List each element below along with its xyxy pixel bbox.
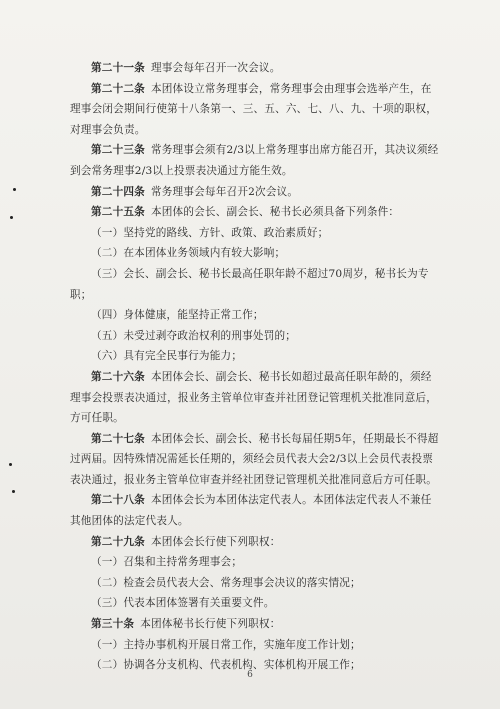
- article-number: 第二十八条: [91, 494, 145, 507]
- article-paragraph: [70, 490, 440, 531]
- list-item-paragraph: [70, 635, 440, 656]
- paragraph-text: 本团体会长、副会长、秘书长如超过最高任职年龄的，须经理事会投票表决通过，报业务主管单位审查并社团登记管理机关批准同意后，方可任职。: [70, 370, 437, 425]
- article-paragraph: [70, 367, 440, 429]
- article-paragraph: [70, 140, 440, 181]
- list-item-paragraph: [70, 573, 440, 594]
- paragraph-text: （五）未受过剥夺政治权利的刑事处罚的；: [91, 329, 297, 342]
- paragraph-text: （四）身体健康，能坚持正常工作；: [91, 309, 264, 322]
- list-item-paragraph: [70, 552, 440, 573]
- list-item-paragraph: [70, 305, 440, 326]
- paragraph-text: 常务理事会须有2/3以上常务理事出席方能召开，其决议须经到会常务理事2/3以上投票表决通过方能生效。: [70, 144, 439, 177]
- article-number: 第二十六条: [91, 370, 145, 383]
- binding-hole-mark: [9, 463, 12, 466]
- binding-hole-mark: [13, 188, 16, 191]
- list-item-paragraph: [70, 326, 440, 347]
- article-paragraph: [70, 614, 440, 635]
- paragraph-text: 常务理事会每年召开2次会议。: [150, 185, 299, 198]
- paragraph-text: （三）代表本团体签署有关重要文件。: [91, 597, 275, 610]
- article-number: 第二十三条: [91, 144, 145, 157]
- article-number: 第二十二条: [91, 82, 145, 95]
- list-item-paragraph: [70, 593, 440, 614]
- article-paragraph: [70, 532, 440, 553]
- article-paragraph: [70, 79, 440, 141]
- paragraph-text: 本团体设立常务理事会，常务理事会由理事会选举产生，在理事会闭会期间行使第十八条第一、三、五、六、七、八、九、十项的职权，对理事会负责。: [70, 82, 437, 136]
- paragraph-text: 本团体的会长、副会长、秘书长必须具备下列条件：: [150, 206, 400, 219]
- list-item-paragraph: [70, 243, 440, 264]
- binding-hole-mark: [10, 216, 13, 219]
- paragraph-text: （一）主持办事机构开展日常工作，实施年度工作计划；: [91, 638, 361, 651]
- article-number: 第二十九条: [91, 535, 145, 548]
- paragraph-text: 本团体会长、副会长、秘书长每届任期5年，任期最长不得超过两届。因特殊情况需延长任期的，须经会员代表大会2/3以上会员代表投票表决通过，报业务主管单位审查并经社团登记管理机关批准同意后方可任职。: [70, 432, 439, 486]
- list-item-paragraph: [70, 264, 440, 305]
- paragraph-text: 本团体秘书长行使下列职权：: [140, 618, 281, 631]
- binding-hole-mark: [12, 490, 15, 493]
- paragraph-text: 本团体会长行使下列职权：: [150, 535, 281, 548]
- list-item-paragraph: [70, 346, 440, 367]
- paragraph-text: （一）坚持党的路线、方针、政策、政治素质好；: [91, 226, 329, 239]
- article-paragraph: [70, 429, 440, 491]
- article-number: 第二十四条: [91, 185, 145, 198]
- list-item-paragraph: [70, 223, 440, 244]
- article-paragraph: [70, 182, 440, 203]
- paragraph-text: 本团体会长为本团体法定代表人。本团体法定代表人不兼任其他团体的法定代表人。: [70, 494, 432, 528]
- paragraph-text: （二）协调各分支机构、代表机构、实体机构开展工作；: [91, 659, 361, 672]
- article-number: 第二十五条: [91, 206, 145, 219]
- article-number: 第二十一条: [91, 62, 145, 74]
- paragraph-text: （二）检查会员代表大会、常务理事会决议的落实情况；: [91, 576, 361, 589]
- article-paragraph: [70, 202, 440, 223]
- paragraph-text: （六）具有完全民事行为能力；: [91, 350, 243, 363]
- article-number: 第三十条: [91, 618, 135, 631]
- page-number: 6: [247, 670, 253, 680]
- paragraph-text: （三）会长、副会长、秘书长最高任职年龄不超过70周岁，秘书长为专职；: [70, 267, 429, 301]
- paragraph-text: 理事会每年召开一次会议。: [150, 62, 281, 74]
- article-number: 第二十七条: [91, 432, 145, 445]
- document-body: [70, 58, 440, 676]
- article-paragraph: [70, 58, 440, 79]
- paragraph-text: （一）召集和主持常务理事会；: [91, 556, 243, 569]
- paragraph-text: （二）在本团体业务领域内有较大影响；: [91, 247, 286, 260]
